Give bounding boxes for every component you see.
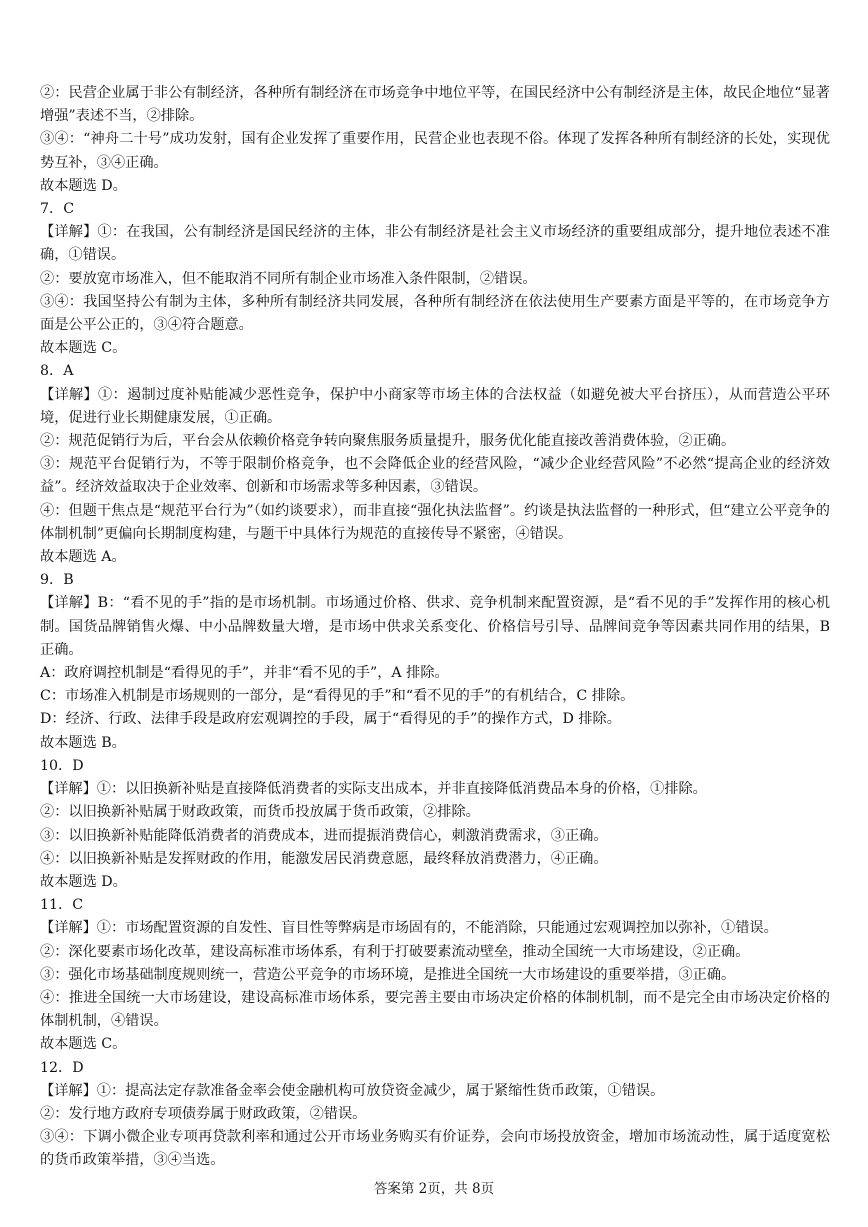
text-line: ②：深化要素市场化改革，建设高标准市场体系，有利于打破要素流动壁垒，推动全国统一大市场建设，②正确。 bbox=[40, 943, 750, 960]
text-line: ③④：下调小微企业专项再贷款利率和通过公开市场业务购买有价证券，会向市场投放资金，增加市场流动性，属于适度宽松的货币政策举措，③④当选。 bbox=[40, 1129, 830, 1169]
text-line: 【详解】①：遏制过度补贴能减少恶性竞争，保护中小商家等市场主体的合法权益（如避免被大平台挤压），从而营造公平环境，促进行业长期健康发展，①正确。 bbox=[40, 386, 830, 426]
text-line: 故本题选 D。 bbox=[40, 873, 127, 890]
text-line: ④：以旧换新补贴是发挥财政的作用，能激发居民消费意愿，最终释放消费潜力，④正确。 bbox=[40, 850, 608, 867]
text-line: D：经济、行政、法律手段是政府宏观调控的手段，属于“看得见的手”的操作方式，D 排除。 bbox=[40, 711, 621, 728]
text-line: 【详解】①：市场配置资源的自发性、盲目性等弊病是市场固有的，不能消除，只能通过宏观调控加以弥补，①错误。 bbox=[40, 920, 778, 937]
text-line: 故本题选 C。 bbox=[40, 340, 127, 357]
text-line: 故本题选 D。 bbox=[40, 177, 127, 194]
text-line: 【详解】①：在我国，公有制经济是国民经济的主体，非公有制经济是社会主义市场经济的重要组成部分，提升地位表述不准确，①错误。 bbox=[40, 224, 830, 264]
text-line: ③④：“神舟二十号”成功发射，国有企业发挥了重要作用，民营企业也表现不俗。体现了发挥各种所有制经济的长处，实现优势互补，③④正确。 bbox=[40, 131, 830, 171]
answer-content bbox=[40, 82, 830, 1173]
page-footer: 答案第 2页，共 8页 bbox=[373, 1181, 495, 1197]
text-line: 10．D bbox=[40, 757, 84, 774]
text-line: ②：以旧换新补贴属于财政政策，而货币投放属于货币政策，②排除。 bbox=[40, 804, 480, 821]
text-line: 【详解】①：以旧换新补贴是直接降低消费者的实际支出成本，并非直接降低消费品本身的价格，①排除。 bbox=[40, 781, 707, 798]
text-line: ③④：我国坚持公有制为主体，多种所有制经济共同发展，各种所有制经济在依法使用生产要素方面是平等的，在市场竞争方面是公平公正的，③④符合题意。 bbox=[40, 293, 830, 334]
text-line: A：政府调控机制是“看得见的手”，并非“看不见的手”，A 排除。 bbox=[40, 665, 449, 682]
text-line: ③：以旧换新补贴能降低消费者的消费成本，进而提振消费信心，刺激消费需求，③正确。 bbox=[40, 827, 608, 844]
text-line: ③：规范平台促销行为，不等于限制价格竞争，也不会降低企业的经营风险，“减少企业经营风险”不必然“提高企业的经济效益”。经济效益取决于企业效率、创新和市场需求等多种因素，③错误。 bbox=[40, 456, 830, 496]
text-line: ②：民营企业属于非公有制经济，各种所有制经济在市场竞争中地位平等，在国民经济中公有制经济是主体，故民企地位“显著增强”表述不当，②排除。 bbox=[40, 85, 830, 125]
text-line: 故本题选 A。 bbox=[40, 549, 126, 566]
text-line: ②：发行地方政府专项债券属于财政政策，②错误。 bbox=[40, 1105, 367, 1122]
text-line: 12．D bbox=[40, 1059, 84, 1076]
text-line: 9．B bbox=[40, 572, 74, 589]
text-line: 8．A bbox=[40, 363, 74, 380]
text-line: ④：但题干焦点是“规范平台行为”（如约谈要求），而非直接“强化执法监督”。约谈是执法监督的一种形式，但“建立公平竞争的体制机制”更偏向长期制度构建，与题干中具体行为规范的直接传导不紧密，④错误。 bbox=[40, 502, 830, 542]
text-line: ③：强化市场基础制度规则统一，营造公平竞争的市场环境，是推进全国统一大市场建设的重要举措，③正确。 bbox=[40, 966, 736, 983]
text-line: 故本题选 B。 bbox=[40, 734, 126, 751]
text-line: ④：推进全国统一大市场建设，建设高标准市场体系，要完善主要由市场决定价格的体制机制，而不是完全由市场决定价格的体制机制，④错误。 bbox=[40, 989, 830, 1030]
text-line: C：市场准入机制是市场规则的一部分，是“看得见的手”和“看不见的手”的有机结合，C 排除。 bbox=[40, 688, 635, 705]
text-line: ②：要放宽市场准入，但不能取消不同所有制企业市场准入条件限制，②错误。 bbox=[40, 270, 537, 287]
text-line: ②：规范促销行为后，平台会从依赖价格竞争转向聚焦服务质量提升，服务优化能直接改善消费体验，②正确。 bbox=[40, 433, 736, 450]
text-line: 【详解】①：提高法定存款准备金率会使金融机构可放贷资金减少，属于紧缩性货币政策，①错误。 bbox=[40, 1082, 665, 1099]
text-line: 故本题选 C。 bbox=[40, 1036, 127, 1053]
text-line: 【详解】B：“看不见的手”指的是市场机制。市场通过价格、供求、竞争机制来配置资源，是“看不见的手”发挥作用的核心机制。国货品牌销售火爆、中小品牌数量大增，是市场中供求关系变化、价格信号引导、品牌间竞争等因素共同作用的结果，B 正确。 bbox=[40, 595, 830, 658]
text-line: 11．C bbox=[40, 897, 84, 914]
text-line: 7．C bbox=[40, 201, 75, 218]
